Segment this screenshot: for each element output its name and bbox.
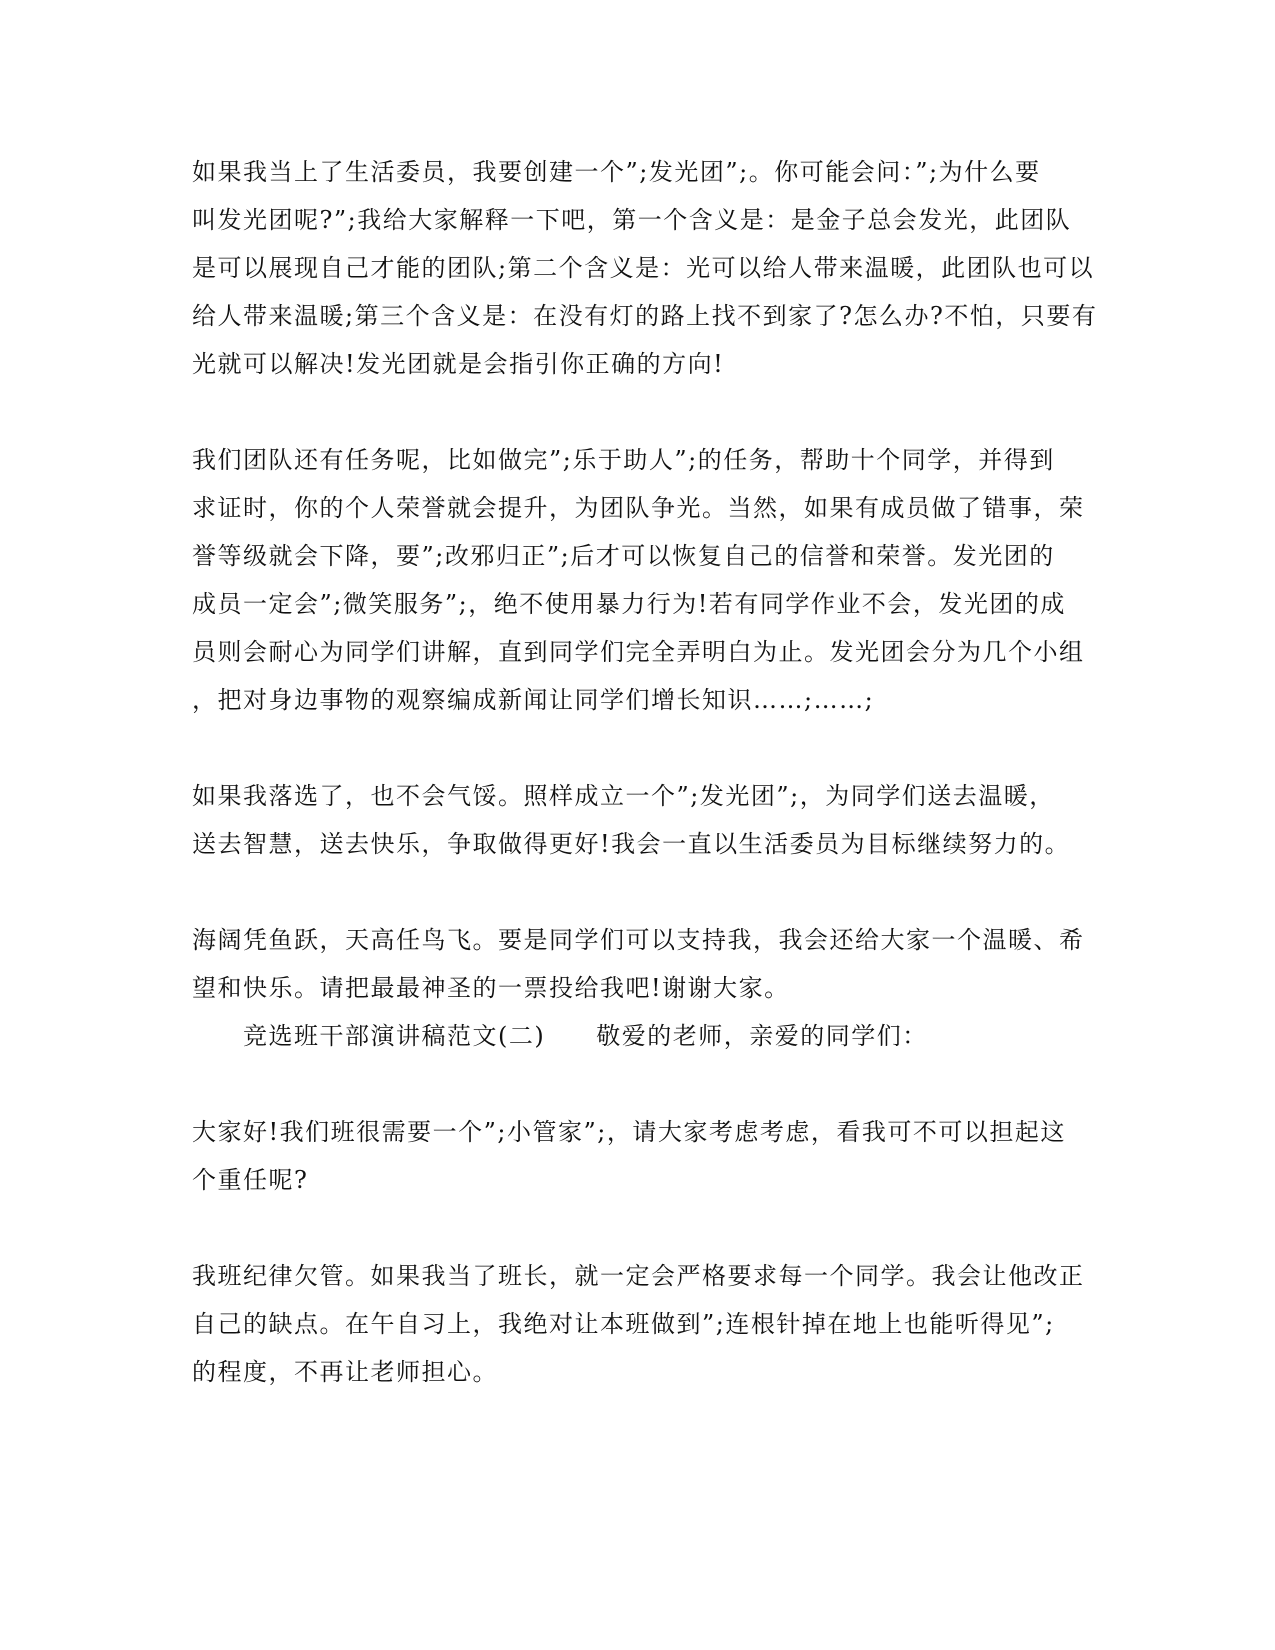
text-line: 如果我当上了生活委员，我要创建一个”;发光团”;。你可能会问：”;为什么要 [192, 158, 1041, 186]
text-line: 望和快乐。请把最最神圣的一票投给我吧!谢谢大家。 [192, 974, 790, 1002]
text-line: 是可以展现自己才能的团队;第二个含义是：光可以给人带来温暖，此团队也可以 [192, 254, 1095, 282]
text-line: 如果我落选了，也不会气馁。照样成立一个”;发光团”;，为同学们送去温暖， [192, 782, 1055, 810]
text-line: 送去智慧，送去快乐，争取做得更好!我会一直以生活委员为目标继续努力的。 [192, 830, 1071, 858]
text-line: 员则会耐心为同学们讲解，直到同学们完全弄明白为止。发光团会分为几个小组 [192, 638, 1085, 666]
text-line: 的程度，不再让老师担心。 [192, 1358, 498, 1386]
text-line: 求证时，你的个人荣誉就会提升，为团队争光。当然，如果有成员做了错事，荣 [192, 494, 1085, 522]
text-line: ，把对身边事物的观察编成新闻让同学们增长知识……;……; [192, 686, 875, 714]
text-line: 叫发光团呢?”;我给大家解释一下吧，第一个含义是：是金子总会发光，此团队 [192, 206, 1072, 234]
text-line: 海阔凭鱼跃，天高任鸟飞。要是同学们可以支持我，我会还给大家一个温暖、希 [192, 926, 1085, 954]
text-line: 光就可以解决!发光团就是会指引你正确的方向! [192, 350, 725, 378]
text-line: 我们团队还有任务呢，比如做完”;乐于助人”;的任务，帮助十个同学，并得到 [192, 446, 1055, 474]
text-line: 自己的缺点。在午自习上，我绝对让本班做到”;连根针掉在地上也能听得见”; [192, 1310, 1055, 1338]
text-line: 我班纪律欠管。如果我当了班长，就一定会严格要求每一个同学。我会让他改正 [192, 1262, 1085, 1290]
section-heading: 竞选班干部演讲稿范文(二) 敬爱的老师，亲爱的同学们： [192, 1022, 928, 1050]
text-line: 个重任呢? [192, 1166, 309, 1194]
text-line: 大家好!我们班很需要一个”;小管家”;，请大家考虑考虑，看我可不可以担起这 [192, 1118, 1066, 1146]
text-line: 给人带来温暖;第三个含义是：在没有灯的路上找不到家了?怎么办?不怕，只要有 [192, 302, 1098, 330]
text-line: 誉等级就会下降，要”;改邪归正”;后才可以恢复自己的信誉和荣誉。发光团的 [192, 542, 1055, 570]
text-line: 成员一定会”;微笑服务”;，绝不使用暴力行为!若有同学作业不会，发光团的成 [192, 590, 1066, 618]
